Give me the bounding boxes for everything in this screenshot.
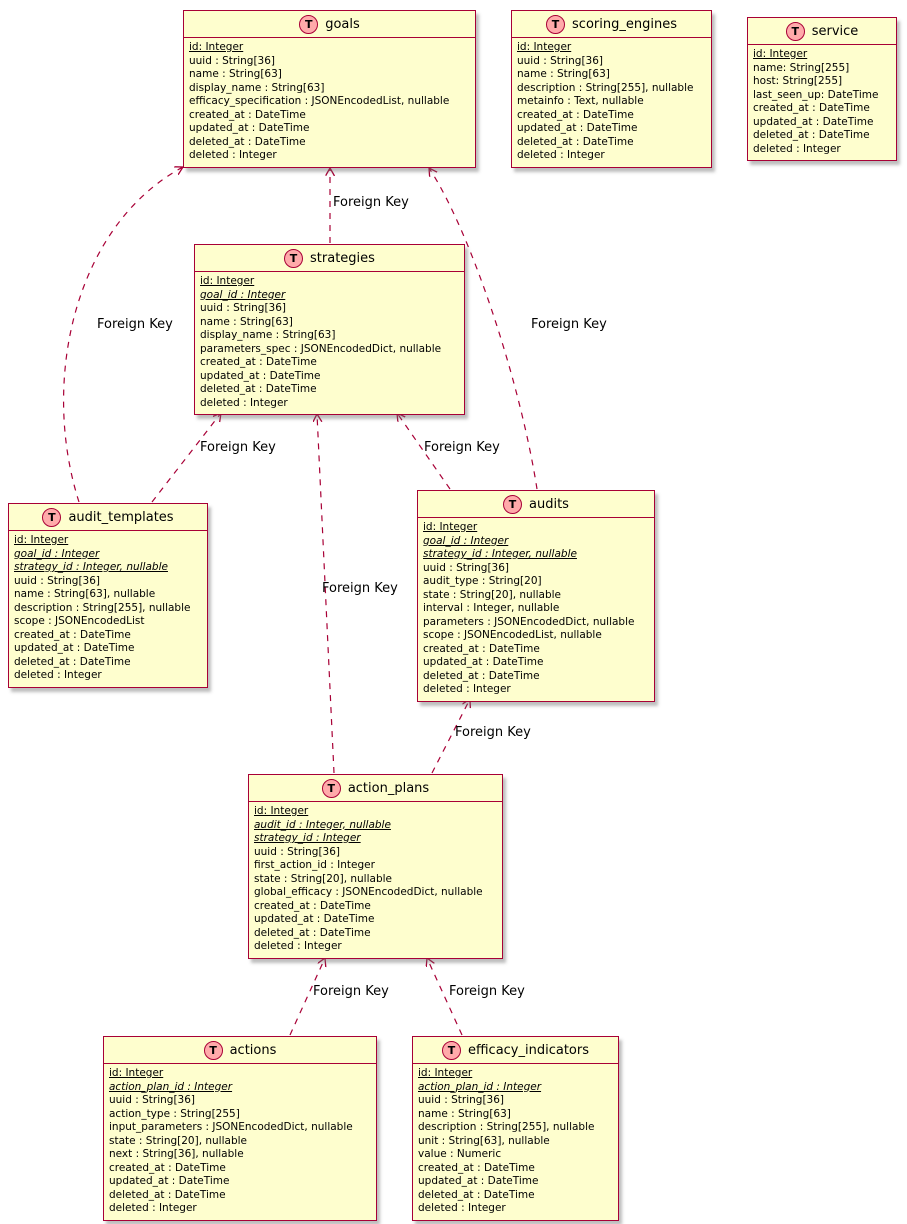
table-header — [418, 491, 654, 518]
field-row: global_efficacy : JSONEncodedDict, nullable — [254, 886, 483, 898]
field-row: id: Integer — [14, 534, 69, 546]
field-row: created_at : DateTime — [418, 1161, 535, 1174]
field-row: uuid : String[36] — [254, 845, 340, 858]
field-row: created_at : DateTime — [423, 642, 540, 655]
field-row: first_action_id : Integer — [254, 859, 375, 871]
table-spot-icon: T — [322, 779, 341, 798]
fk-edge-label: Foreign Key — [455, 725, 531, 740]
table-title: audits — [529, 496, 569, 512]
table-title: goals — [325, 16, 360, 32]
table-title: efficacy_indicators — [467, 1042, 590, 1058]
field-row: id: Integer — [418, 1067, 473, 1079]
field-row: action_plan_id : Integer — [109, 1080, 233, 1093]
fk-edge-label: Foreign Key — [424, 440, 500, 455]
field-row: deleted : Integer — [109, 1202, 197, 1214]
fk-edge-audit_templates-to-goals — [64, 167, 183, 502]
field-row: deleted : Integer — [14, 669, 102, 681]
field-row: id: Integer — [254, 805, 309, 817]
field-row: id: Integer — [109, 1067, 164, 1079]
table-spot-icon: T — [786, 22, 805, 41]
field-row: scope : JSONEncodedList — [14, 615, 145, 627]
table-fields — [195, 272, 464, 414]
field-row: id: Integer — [189, 41, 244, 53]
table-header — [512, 11, 711, 38]
field-row: state : String[20], nullable — [423, 588, 561, 601]
field-row: display_name : String[63] — [189, 81, 325, 94]
field-row: description : String[255], nullable — [418, 1121, 595, 1133]
field-row: name : String[63] — [517, 68, 610, 80]
table-spot-icon: T — [299, 15, 318, 34]
field-row: uuid : String[36] — [517, 54, 603, 67]
table-header — [249, 775, 502, 802]
fk-edge-label: Foreign Key — [531, 317, 607, 332]
field-row: deleted_at : DateTime — [254, 926, 371, 939]
field-row: deleted_at : DateTime — [189, 135, 306, 148]
table-title: strategies — [310, 250, 375, 266]
field-row: description : String[255], nullable — [14, 601, 191, 614]
field-row: name : String[63], nullable — [14, 588, 156, 600]
field-row: updated_at : DateTime — [753, 115, 874, 128]
table-audits — [417, 490, 655, 702]
field-row: deleted : Integer — [189, 149, 277, 161]
table-goals — [183, 10, 476, 168]
field-row: updated_at : DateTime — [254, 913, 375, 925]
field-row: deleted_at : DateTime — [423, 669, 540, 682]
table-header — [104, 1037, 376, 1064]
table-spot-icon: T — [442, 1041, 461, 1060]
field-row: updated_at : DateTime — [423, 656, 544, 668]
field-row: created_at : DateTime — [14, 628, 131, 641]
field-row: deleted_at : DateTime — [753, 129, 870, 141]
field-row: name: String[255] — [753, 61, 850, 74]
fk-edge-label: Foreign Key — [322, 581, 398, 596]
table-strategies — [194, 244, 465, 415]
fk-edge-audit_templates-to-strategies — [152, 413, 221, 502]
table-fields — [413, 1064, 618, 1220]
table-action_plans — [248, 774, 503, 959]
field-row: value : Numeric — [418, 1148, 502, 1160]
field-row: scope : JSONEncodedList, nullable — [423, 629, 602, 641]
field-row: action_plan_id : Integer — [418, 1080, 542, 1093]
field-row: id: Integer — [200, 275, 255, 287]
field-row: created_at : DateTime — [254, 899, 371, 912]
table-header — [413, 1037, 618, 1064]
table-header — [9, 504, 207, 531]
field-row: id: Integer — [423, 521, 478, 533]
table-spot-icon: T — [546, 15, 565, 34]
table-spot-icon: T — [204, 1041, 223, 1060]
table-fields — [249, 802, 502, 958]
field-row: action_type : String[255] — [109, 1107, 240, 1120]
field-row: parameters_spec : JSONEncodedDict, nullable — [200, 342, 442, 355]
table-scoring_engines — [511, 10, 712, 168]
table-fields — [418, 518, 654, 701]
field-row: last_seen_up: DateTime — [753, 88, 879, 101]
fk-edge-label: Foreign Key — [449, 984, 525, 999]
field-row: next : String[36], nullable — [109, 1148, 244, 1160]
field-row: deleted : Integer — [418, 1202, 506, 1214]
table-fields — [184, 38, 475, 167]
field-row: metainfo : Text, nullable — [517, 95, 644, 107]
field-row: uuid : String[36] — [200, 302, 286, 314]
field-row: goal_id : Integer — [14, 547, 100, 560]
table-title: actions — [229, 1042, 277, 1058]
field-row: audit_id : Integer, nullable — [254, 818, 391, 831]
field-row: deleted_at : DateTime — [109, 1188, 226, 1201]
table-spot-icon: T — [503, 495, 522, 514]
field-row: uuid : String[36] — [14, 574, 100, 587]
field-row: deleted_at : DateTime — [517, 135, 634, 148]
field-row: created_at : DateTime — [189, 108, 306, 121]
field-row: updated_at : DateTime — [14, 642, 135, 654]
field-row: id: Integer — [517, 41, 572, 53]
field-row: created_at : DateTime — [753, 102, 870, 114]
fk-edge-label: Foreign Key — [333, 195, 409, 210]
field-row: state : String[20], nullable — [109, 1134, 247, 1147]
field-row: updated_at : DateTime — [418, 1175, 539, 1187]
field-row: strategy_id : Integer — [254, 832, 361, 844]
table-fields — [9, 531, 207, 687]
table-actions — [103, 1036, 377, 1221]
field-row: updated_at : DateTime — [109, 1175, 230, 1187]
table-title: action_plans — [347, 780, 430, 796]
table-header — [195, 245, 464, 272]
table-audit_templates — [8, 503, 208, 688]
field-row: deleted_at : DateTime — [418, 1188, 535, 1201]
field-row: deleted : Integer — [200, 396, 288, 409]
field-row: host: String[255] — [753, 75, 843, 87]
field-row: uuid : String[36] — [418, 1094, 504, 1106]
field-row: display_name : String[63] — [200, 329, 336, 341]
field-row: strategy_id : Integer, nullable — [423, 548, 577, 560]
field-row: created_at : DateTime — [517, 108, 634, 121]
table-efficacy_indicators — [412, 1036, 619, 1221]
field-row: updated_at : DateTime — [189, 122, 310, 134]
field-row: deleted : Integer — [517, 149, 605, 161]
field-row: created_at : DateTime — [109, 1161, 226, 1174]
field-row: name : String[63] — [189, 68, 282, 80]
fk-edge-label: Foreign Key — [97, 317, 173, 332]
field-row: name : String[63] — [418, 1107, 511, 1120]
field-row: deleted_at : DateTime — [14, 655, 131, 668]
table-title: audit_templates — [68, 509, 174, 525]
table-service — [747, 17, 897, 161]
table-title: scoring_engines — [572, 16, 677, 32]
table-header — [748, 18, 896, 45]
table-header — [184, 11, 475, 38]
field-row: deleted_at : DateTime — [200, 383, 317, 395]
field-row: parameters : JSONEncodedDict, nullable — [423, 615, 635, 628]
field-row: input_parameters : JSONEncodedDict, nullable — [109, 1121, 353, 1133]
field-row: created_at : DateTime — [200, 356, 317, 368]
field-row: updated_at : DateTime — [517, 122, 638, 134]
field-row: goal_id : Integer — [423, 534, 509, 547]
field-row: state : String[20], nullable — [254, 872, 392, 885]
fk-edge-label: Foreign Key — [313, 984, 389, 999]
table-fields — [512, 38, 711, 167]
table-fields — [104, 1064, 376, 1220]
field-row: updated_at : DateTime — [200, 369, 321, 382]
field-row: efficacy_specification : JSONEncodedList, nullable — [189, 95, 450, 107]
field-row: uuid : String[36] — [423, 561, 509, 574]
field-row: strategy_id : Integer, nullable — [14, 561, 168, 573]
field-row: description : String[255], nullable — [517, 81, 694, 94]
field-row: interval : Integer, nullable — [423, 602, 560, 614]
field-row: unit : String[63], nullable — [418, 1134, 550, 1147]
field-row: deleted : Integer — [753, 142, 841, 155]
fk-edge-label: Foreign Key — [200, 440, 276, 455]
field-row: deleted : Integer — [254, 940, 342, 952]
field-row: goal_id : Integer — [200, 288, 286, 301]
field-row: deleted : Integer — [423, 683, 511, 695]
field-row: id: Integer — [753, 48, 808, 60]
field-row: uuid : String[36] — [109, 1094, 195, 1106]
table-fields — [748, 45, 896, 160]
table-spot-icon: T — [42, 508, 61, 527]
field-row: uuid : String[36] — [189, 54, 275, 67]
field-row: name : String[63] — [200, 315, 293, 328]
table-spot-icon: T — [284, 249, 303, 268]
table-title: service — [811, 23, 859, 39]
field-row: audit_type : String[20] — [423, 575, 542, 587]
